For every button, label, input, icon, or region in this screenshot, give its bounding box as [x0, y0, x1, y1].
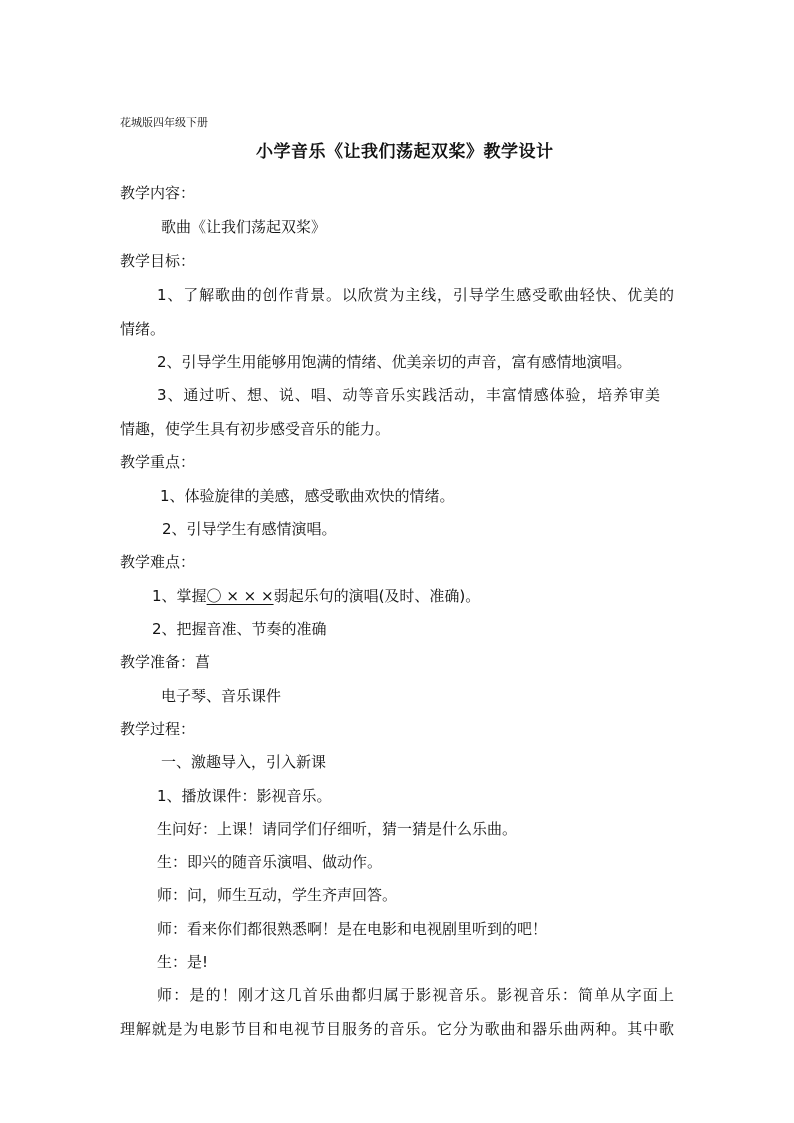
- process-para-3: 生：即兴的随音乐演唱、做动作。: [157, 853, 383, 871]
- process-para-7-line-2: 理解就是为电影节目和电视节目服务的音乐。它分为歌曲和器乐曲两种。其中歌: [120, 1020, 674, 1038]
- difficulty-1-suffix: 弱起乐句的演唱(及时、准确)。: [273, 587, 481, 605]
- process-para-2: 生问好：上课！请同学们仔细听，猜一猜是什么乐曲。: [157, 820, 518, 838]
- process-para-1: 1、播放课件：影视音乐。: [157, 787, 332, 805]
- content-item: 歌曲《让我们荡起双桨》: [161, 218, 327, 236]
- content-heading: 教学内容：: [120, 184, 196, 202]
- document-title: 小学音乐《让我们荡起双桨》教学设计: [256, 142, 554, 162]
- goal-1-line-2: 情绪。: [120, 320, 166, 338]
- goals-heading: 教学目标：: [120, 252, 196, 270]
- preparation-heading: 教学准备：菖: [120, 653, 211, 671]
- goal-1-line-1: 1、了解歌曲的创作背景。以欣赏为主线，引导学生感受歌曲轻快、优美的: [157, 286, 674, 304]
- key-points-heading: 教学重点：: [120, 453, 196, 471]
- difficulty-1-prefix: 1、掌握: [152, 587, 207, 605]
- key-point-2: 2、引导学生有感情演唱。: [162, 520, 337, 538]
- edition-label: 花城版四年级下册: [120, 116, 208, 129]
- process-heading: 教学过程：: [120, 720, 196, 738]
- goal-3-line-1: 3、通过听、想、说、唱、动等音乐实践活动，丰富情感体验，培养审美: [157, 386, 660, 404]
- process-para-7-line-1: 师：是的！刚才这几首乐曲都归属于影视音乐。影视音乐：简单从字面上: [157, 986, 674, 1004]
- goal-3-line-2: 情趣，使学生具有初步感受音乐的能力。: [120, 420, 391, 438]
- process-para-5: 师：看来你们都很熟悉啊！是在电影和电视剧里听到的吧！: [157, 920, 548, 938]
- goal-2: 2、引导学生用能够用饱满的情绪、优美亲切的声音，富有感情地演唱。: [157, 353, 632, 371]
- key-point-1: 1、体验旋律的美感，感受歌曲欢快的情绪。: [160, 487, 455, 505]
- rhythm-notation: 〇 × × ×: [206, 587, 274, 605]
- difficulty-2: 2、把握音准、节奏的准确: [152, 620, 327, 638]
- difficulty-1: [152, 587, 480, 605]
- process-para-6: 生：是!: [157, 953, 209, 971]
- preparation-item: 电子琴、音乐课件: [161, 687, 282, 705]
- process-section-1: 一、激趣导入，引入新课: [161, 753, 327, 771]
- difficulty-heading: 教学难点：: [120, 553, 196, 571]
- process-para-4: 师：问，师生互动，学生齐声回答。: [157, 886, 398, 904]
